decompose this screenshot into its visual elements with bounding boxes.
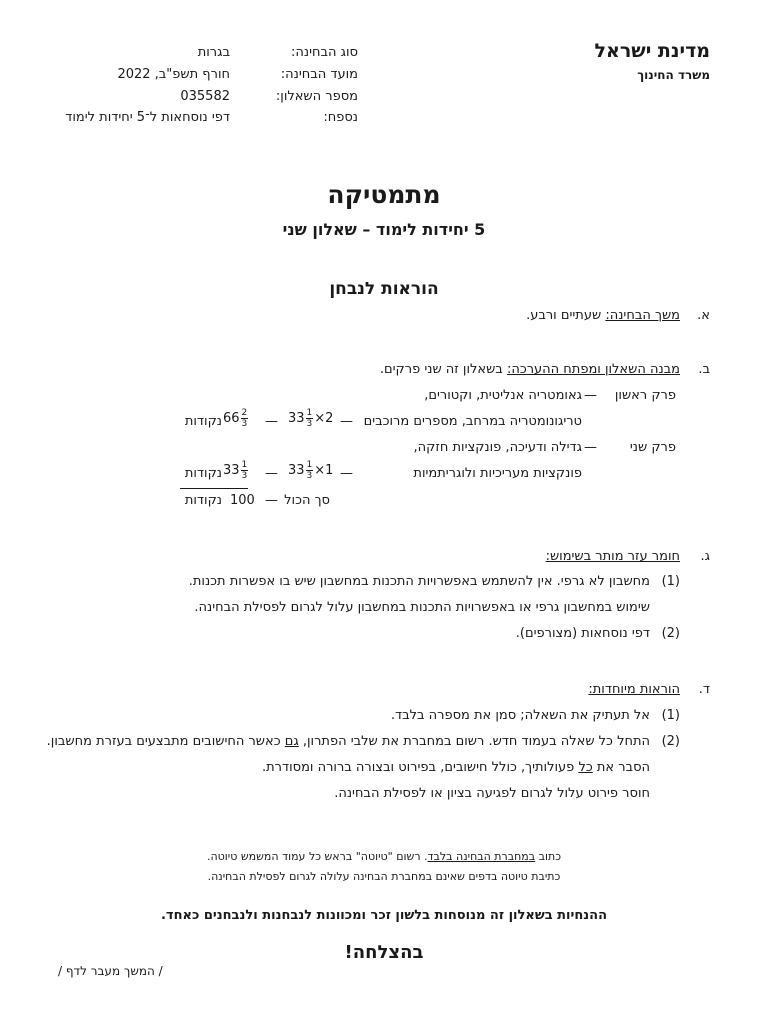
exam-date-value: חורף תשפ"ב, 2022	[117, 67, 230, 82]
part1-points: 66 $\frac{2}{3}$	[223, 408, 248, 429]
total-points: 100	[230, 493, 255, 508]
part2-points-word: נקודות	[184, 466, 222, 481]
state-name: מדינת ישראל	[594, 40, 710, 62]
total-dash: —	[265, 493, 278, 508]
section-c-item2-line1: דפי נוסחאות (מצורפים).	[515, 626, 650, 641]
part1-dash: —	[584, 388, 597, 403]
part2-points: 33 $\frac{1}{3}$	[223, 460, 248, 481]
draft-note-emphasis: במחברת הבחינה בלבד	[427, 850, 536, 863]
section-a-label: משך הבחינה:	[605, 308, 680, 323]
section-a-letter: א.	[697, 308, 710, 323]
page-title: מתמטיקה	[327, 180, 441, 209]
section-c-item2-num: (2)	[661, 626, 680, 641]
gender-note: ההנחיות בשאלון זה מנוסחות בלשון זכר ומכוונות לנבחנות ולנבחנים כאחד.	[160, 908, 608, 923]
exam-type-value: בגרות	[197, 45, 230, 60]
section-c-item1-line2: שימוש במחשבון גרפי או באפשרויות התכנות במחשבון עלול לגרום לפסילת הבחינה.	[194, 600, 650, 615]
draft-note-rest: . רשום "טיוטה" בראש כל עמוד המשמש טיוטה.	[206, 850, 428, 863]
section-d-item2-text-c1: הסבר את	[596, 760, 650, 775]
part1-points-word: נקודות	[184, 414, 222, 429]
section-d-item2-line1	[47, 734, 650, 749]
section-c-item1-line1: מחשבון לא גרפי. אין להשתמש באפשרויות התכנות במחשבון שיש בו אפשרות תכנות.	[188, 574, 650, 589]
section-c-item1-num: (1)	[661, 574, 680, 589]
part2-dash-3: —	[265, 466, 278, 481]
exam-number-label: מספר השאלון:	[275, 89, 358, 104]
section-d-label: הוראות מיוחדות:	[588, 682, 680, 697]
part1-topics-1: גאומטריה אנליטית, וקטורים,	[424, 388, 582, 403]
section-c-letter: ג.	[700, 549, 710, 564]
section-d-letter: ד.	[698, 682, 710, 697]
section-d-item2-text-c2: פעולותיך, כולל חישובים, בפירוט ובצורה ברורה ומסודרת.	[261, 760, 575, 775]
page-subtitle: 5 יחידות לימוד – שאלון שני	[282, 220, 486, 239]
ministry-name: משרד החינוך	[637, 68, 710, 82]
part1-dash-3: —	[265, 414, 278, 429]
section-b-letter: ב.	[698, 362, 710, 377]
part2-dash: —	[584, 440, 597, 455]
total-points-word: נקודות	[184, 493, 222, 508]
exam-number-value: 035582	[180, 89, 230, 104]
section-d-item2-num: (2)	[661, 734, 680, 749]
total-line	[180, 488, 248, 489]
part2-dash-2: —	[340, 466, 353, 481]
part1-dash-2: —	[340, 414, 353, 429]
section-d-item1: אל תעתיק את השאלה; סמן את מספרה בלבד.	[390, 708, 650, 723]
section-a-text: שעתיים ורבע.	[526, 308, 602, 323]
part2-calc: 33 $\frac{1}{3}$ ×1	[288, 460, 334, 481]
section-d-item2-text-b: כאשר החישובים מתבצעים בעזרת מחשבון.	[46, 734, 281, 749]
part2-name: פרק שני	[629, 440, 676, 455]
appendix-label: נספח:	[323, 110, 358, 125]
exam-date-label: מועד הבחינה:	[280, 67, 358, 82]
section-b-text: בשאלון זה שני פרקים.	[379, 362, 503, 377]
part1-name: פרק ראשון	[614, 388, 676, 403]
section-b-heading	[380, 362, 680, 377]
section-d-item2-line3: חוסר פירוט עלול לגרום לפגיעה בציון או לפסילת הבחינה.	[334, 786, 650, 801]
section-d-item2-emphasis-kol: כל	[578, 760, 593, 775]
part2-topics-1: גדילה ודעיכה, פונקציות חזקה,	[413, 440, 582, 455]
section-a	[526, 308, 680, 323]
section-d-item2-emphasis-gam: גם	[284, 734, 299, 749]
section-c-label: חומר עזר מותר בשימוש:	[545, 549, 680, 564]
part1-calc: 33 $\frac{1}{3}$ ×2	[288, 408, 334, 429]
total-label: סך הכול	[284, 493, 330, 508]
part2-topics-2: פונקציות מעריכיות ולוגריתמיות	[413, 466, 582, 481]
exam-type-label: סוג הבחינה:	[291, 45, 358, 60]
section-d-item2-line2	[262, 760, 650, 775]
draft-note-line1	[0, 850, 768, 863]
appendix-value: דפי נוסחאות ל־5 יחידות לימוד	[65, 110, 230, 125]
good-luck: בהצלחה!	[344, 942, 424, 963]
section-d-item1-num: (1)	[661, 708, 680, 723]
section-b-label: מבנה השאלון ומפתח ההערכה:	[506, 362, 680, 377]
draft-note-line2: כתיבת טיוטה בדפים שאינם במחברת הבחינה עלולה לגרום לפסילת הבחינה.	[207, 870, 561, 883]
part1-topics-2: טריגונומטריה במרחב, מספרים מרוכבים	[363, 414, 582, 429]
draft-note-write: כתוב	[538, 850, 562, 863]
instructions-title: הוראות לנבחן	[329, 279, 439, 299]
section-d-item2-text-a: התחל כל שאלה בעמוד חדש. רשום במחברת את שלבי הפתרון,	[302, 734, 650, 749]
continue-note: / המשך מעבר לדף /	[58, 964, 163, 978]
